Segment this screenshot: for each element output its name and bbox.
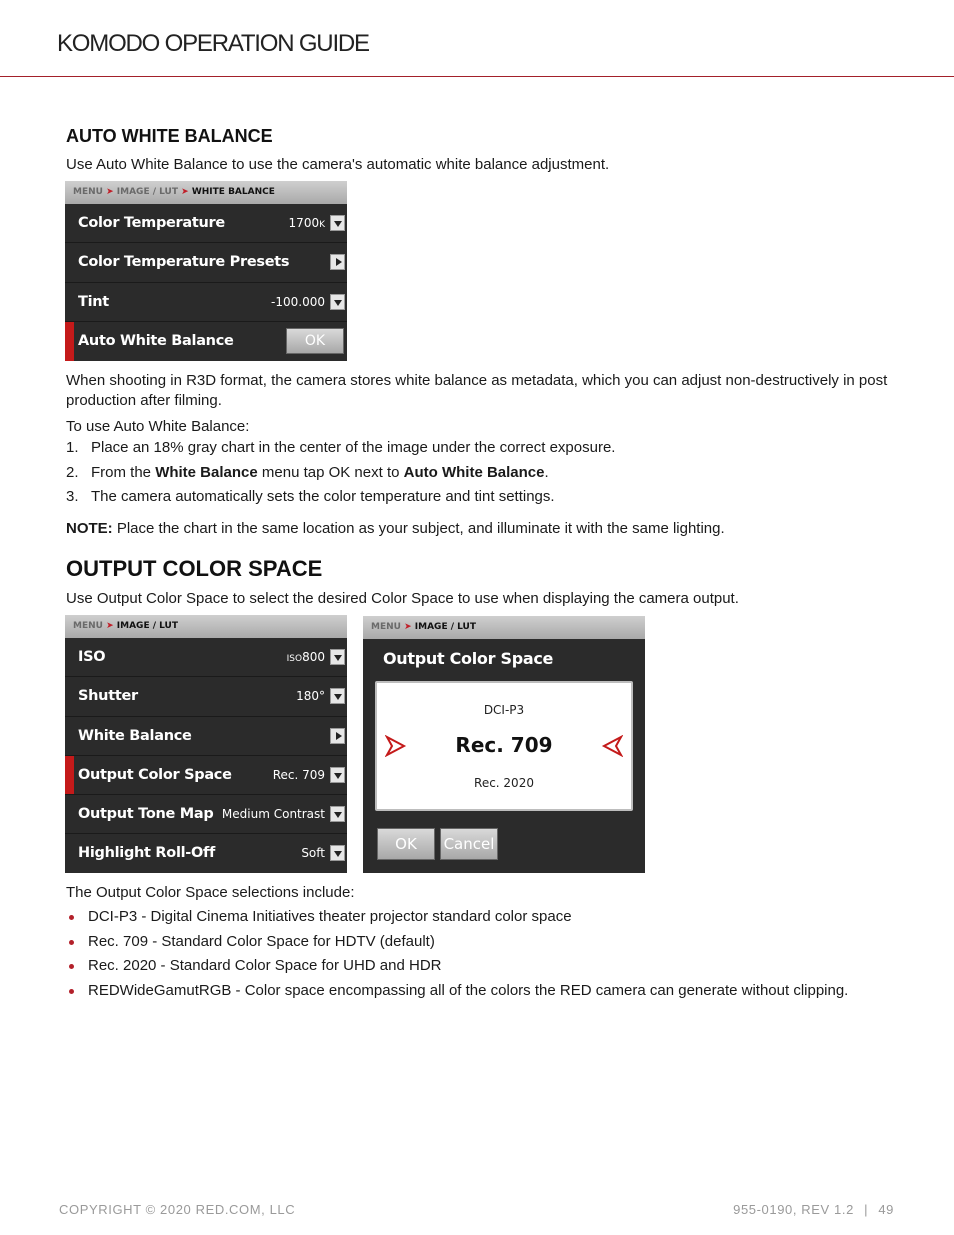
step-number: 2. [66, 463, 79, 481]
row-label: Color Temperature Presets [78, 254, 290, 271]
list-item [66, 956, 848, 981]
awb-heading: AUTO WHITE BALANCE [66, 126, 273, 146]
menu-row-tint[interactable] [65, 283, 347, 322]
bullet-icon [69, 964, 74, 969]
ok-button[interactable]: OK [377, 828, 435, 860]
bullet-text: REDWideGamutRGB - Color space encompassing all of the colors the RED camera can generate without clipping. [88, 981, 849, 999]
value-prefix: ISO [286, 654, 303, 664]
ocs-heading: OUTPUT COLOR SPACE [66, 556, 323, 581]
note-paragraph [66, 519, 725, 539]
image-lut-menu-screen [65, 615, 347, 873]
bullet-icon [69, 989, 74, 994]
list-item [66, 487, 615, 512]
dropdown-arrow-icon[interactable] [330, 767, 345, 783]
dropdown-arrow-icon[interactable] [330, 215, 345, 231]
row-label: Highlight Roll-Off [78, 845, 216, 862]
output-color-space-picker-screen [363, 616, 645, 873]
breadcrumb [363, 616, 645, 639]
step-bold: Auto White Balance [403, 463, 545, 481]
row-value: Soft [301, 846, 325, 861]
row-label: Tint [78, 293, 109, 310]
bullet-text: Rec. 709 - Standard Color Space for HDTV (default) [88, 932, 435, 950]
breadcrumb-mid: IMAGE / LUT [116, 187, 179, 197]
list-item [66, 463, 615, 488]
breadcrumb-separator-icon: ➤ [181, 187, 189, 197]
step-text: The camera automatically sets the color temperature and tint settings. [91, 488, 555, 505]
menu-row-color-temperature[interactable] [65, 204, 347, 243]
steps-list [66, 438, 615, 512]
menu-row-color-temperature-presets[interactable] [65, 243, 347, 282]
breadcrumb-current: IMAGE / LUT [414, 622, 477, 632]
list-item [66, 932, 848, 957]
row-value: -100.000 [271, 294, 325, 309]
menu-row-output-tone-map[interactable] [65, 795, 347, 834]
page-number: 49 [878, 1202, 894, 1217]
cancel-button[interactable]: Cancel [440, 828, 498, 860]
picker-title: Output Color Space [383, 649, 554, 668]
document-title: KOMODO OPERATION GUIDE [57, 30, 369, 57]
white-balance-menu-screen [65, 181, 347, 361]
breadcrumb-root: MENU [73, 621, 103, 631]
menu-row-white-balance[interactable] [65, 717, 347, 756]
step-text: Place an 18% gray chart in the center of the image under the correct exposure. [91, 439, 616, 456]
selector-arrow-right-icon [385, 735, 407, 757]
value-unit: K [319, 220, 325, 230]
bullet-icon [69, 940, 74, 945]
breadcrumb [65, 615, 347, 638]
row-label: Auto White Balance [78, 332, 234, 349]
breadcrumb-current: IMAGE / LUT [116, 621, 179, 631]
menu-row-auto-white-balance[interactable] [65, 322, 347, 361]
breadcrumb-current: WHITE BALANCE [191, 187, 275, 197]
menu-row-output-color-space[interactable] [65, 756, 347, 795]
list-item [66, 907, 848, 932]
step-number: 3. [66, 488, 79, 505]
option-rec-709-selected[interactable]: Rec. 709 [455, 733, 553, 757]
page-info [733, 1202, 894, 1217]
selections-intro: The Output Color Space selections include: [66, 884, 355, 901]
row-label: Output Tone Map [78, 806, 214, 823]
step-bold: White Balance [155, 463, 258, 481]
selector-arrow-left-icon [601, 735, 623, 757]
row-label: Shutter [78, 688, 138, 705]
breadcrumb-root: MENU [73, 187, 103, 197]
breadcrumb-root: MENU [371, 622, 401, 632]
bullet-text: Rec. 2020 - Standard Color Space for UHD and HDR [88, 957, 442, 974]
value-number: 800 [302, 650, 325, 664]
color-space-list [66, 907, 848, 1005]
list-item [66, 981, 848, 1006]
row-label: ISO [78, 649, 106, 665]
dropdown-arrow-icon[interactable] [330, 294, 345, 310]
row-value: Medium Contrast [221, 807, 325, 822]
menu-row-highlight-roll-off[interactable] [65, 834, 347, 873]
dropdown-arrow-icon[interactable] [330, 649, 345, 665]
option-rec-2020[interactable]: Rec. 2020 [474, 776, 534, 790]
row-value [289, 216, 325, 230]
breadcrumb-separator-icon: ➤ [106, 187, 114, 197]
awb-intro: Use Auto White Balance to use the camera's automatic white balance adjustment. [66, 156, 610, 173]
value-number: 1700 [288, 216, 320, 230]
ok-button[interactable]: OK [286, 328, 344, 354]
bullet-text: DCI-P3 - Digital Cinema Initiatives theater projector standard color space [88, 908, 572, 925]
breadcrumb [65, 181, 347, 204]
row-value: Rec. 709 [272, 767, 325, 782]
color-space-wheel[interactable] [375, 681, 633, 811]
page-header [0, 0, 954, 77]
row-label: Color Temperature [78, 215, 225, 231]
ocs-intro: Use Output Color Space to select the desired Color Space to use when displaying the camera output. [66, 590, 739, 607]
breadcrumb-separator-icon: ➤ [106, 621, 114, 631]
chevron-right-icon[interactable] [330, 254, 345, 270]
option-dci-p3[interactable]: DCI-P3 [483, 703, 525, 717]
bullet-icon [69, 915, 74, 920]
row-value: 180° [296, 689, 325, 704]
document-number: 955-0190, REV 1.2 [733, 1202, 854, 1217]
to-use-label: To use Auto White Balance: [66, 418, 250, 435]
menu-row-iso[interactable] [65, 638, 347, 677]
footer-divider: | [864, 1202, 869, 1217]
dropdown-arrow-icon[interactable] [330, 845, 345, 861]
step-text: menu tap OK next to [257, 463, 404, 481]
note-label: NOTE: [66, 520, 113, 537]
menu-row-shutter[interactable] [65, 677, 347, 716]
dropdown-arrow-icon[interactable] [330, 688, 345, 704]
copyright: COPYRIGHT © 2020 RED.COM, LLC [59, 1202, 296, 1217]
step-number: 1. [66, 439, 79, 456]
row-value [287, 650, 325, 664]
dropdown-arrow-icon[interactable] [330, 806, 345, 822]
step-text: . [544, 463, 549, 481]
note-text: Place the chart in the same location as your subject, and illuminate it with the same lighting. [112, 520, 725, 537]
chevron-right-icon[interactable] [330, 728, 345, 744]
step-text: From the [91, 463, 156, 481]
r3d-paragraph: When shooting in R3D format, the camera stores white balance as metadata, which you can adjust non-destructively in post production after filming. [66, 372, 888, 409]
list-item [66, 438, 615, 463]
breadcrumb-separator-icon: ➤ [404, 622, 412, 632]
row-label: Output Color Space [78, 766, 232, 783]
row-label: White Balance [78, 727, 192, 744]
